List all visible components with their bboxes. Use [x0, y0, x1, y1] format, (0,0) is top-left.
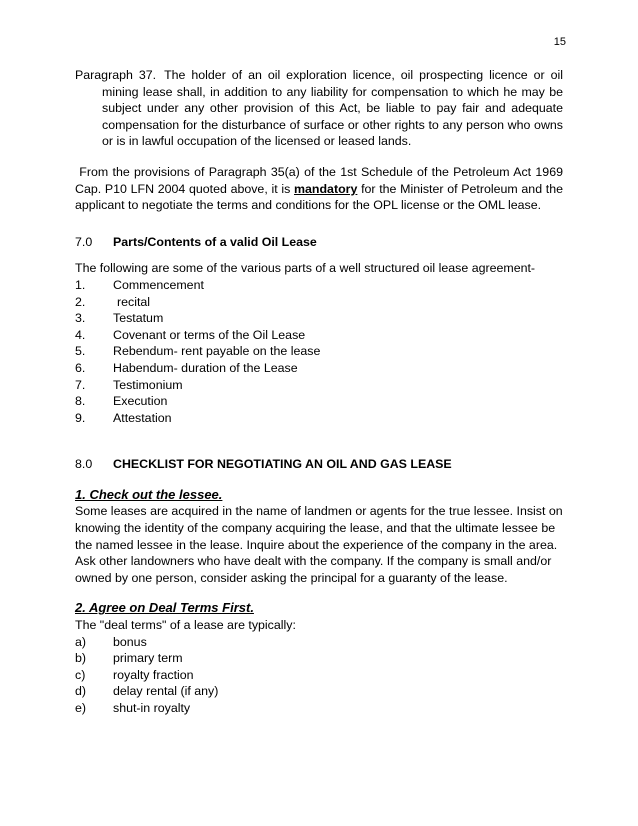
list-item	[75, 667, 563, 684]
section-7-heading	[75, 234, 563, 251]
list-item	[75, 700, 563, 717]
lease-parts-list	[75, 277, 563, 426]
provisions-text-after: for the Minister of Petroleum and the applicant to negotiate the terms and conditions for the OPL license or the OML lease.	[75, 181, 564, 213]
section-7-intro: The following are some of the various parts of a well structured oil lease agreement-	[75, 261, 536, 276]
list-item	[75, 650, 563, 667]
provisions-paragraph	[75, 164, 563, 214]
list-item-letter: b)	[75, 651, 87, 666]
section-7-number: 7.0	[75, 234, 93, 249]
list-item	[75, 410, 563, 427]
list-item-text: royalty fraction	[113, 667, 194, 682]
list-item-number: 2.	[75, 294, 86, 309]
list-item-text: recital	[117, 294, 151, 309]
list-item	[75, 683, 563, 700]
list-item-number: 7.	[75, 377, 86, 392]
list-item-text: Covenant or terms of the Oil Lease	[113, 327, 306, 342]
page-number: 15	[553, 36, 566, 48]
subheading-deal-terms: 2. Agree on Deal Terms First.	[75, 600, 254, 616]
list-item	[75, 377, 563, 394]
list-item	[75, 393, 563, 410]
list-item-text: Commencement	[113, 277, 204, 292]
list-item	[75, 327, 563, 344]
list-item-number: 5.	[75, 344, 86, 359]
list-item-letter: d)	[75, 684, 87, 699]
section-8-number: 8.0	[75, 457, 93, 472]
list-item-letter: e)	[75, 701, 87, 715]
section-8-title: CHECKLIST FOR NEGOTIATING AN OIL AND GAS LEASE	[113, 457, 452, 472]
check-lessee-text: Some leases are acquired in the name of landmen or agents for the true lessee. Insist on knowing the identity of the company acquiring the lease, and that the ultimate lessee be the named lessee in the lease. Inquire about the experience of the company in the area. Ask other landowners who have dealt with the company. If the company is small and/or owned by one person, consider asking the principal for a guaranty of the lease.	[75, 504, 563, 585]
mandatory-emphasis: mandatory	[294, 181, 358, 196]
list-item-number: 1.	[75, 277, 86, 292]
list-item-text: Attestation	[113, 410, 172, 425]
list-item-number: 4.	[75, 327, 86, 342]
list-item-text: primary term	[113, 651, 183, 666]
list-item	[75, 343, 563, 360]
paragraph-37	[75, 67, 563, 150]
list-item-text: Rebendum- rent payable on the lease	[113, 344, 321, 359]
list-item	[75, 277, 563, 294]
page-content	[75, 67, 563, 717]
section-7-title: Parts/Contents of a valid Oil Lease	[113, 234, 317, 249]
deal-terms-list	[75, 634, 563, 717]
list-item-number: 3.	[75, 311, 86, 326]
list-item	[75, 294, 563, 311]
deal-terms-intro: The "deal terms" of a lease are typically:	[75, 618, 296, 633]
list-item	[75, 360, 563, 377]
paragraph-37-label: Paragraph 37.	[75, 68, 157, 82]
list-item-text: Testimonium	[113, 377, 183, 392]
list-item-letter: c)	[75, 667, 86, 682]
list-item-text: Execution	[113, 394, 168, 409]
list-item-number: 6.	[75, 360, 86, 375]
paragraph-37-text: The holder of an oil exploration licence, oil prospecting licence or oil mining lease shall, in addition to any liability for compensation to which he may be subject under any other provision of this Act, be liable to pay fair and adequate compensation for the disturbance of surface or other rights to any person who owns or is in lawful occupation of the licensed or leased lands.	[102, 68, 564, 149]
list-item-text: delay rental (if any)	[113, 684, 219, 699]
list-item-letter: a)	[75, 634, 87, 649]
provisions-text-before: From the provisions of Paragraph 35(a) of the 1st Schedule of the Petroleum Act 1969 Cap. P10 LFN 2004 quoted above, it is	[75, 164, 563, 196]
list-item-number: 9.	[75, 410, 86, 425]
list-item-text: Habendum- duration of the Lease	[113, 360, 298, 375]
list-item	[75, 634, 563, 651]
list-item	[75, 310, 563, 327]
section-8-heading	[75, 456, 563, 473]
subheading-check-lessee: 1. Check out the lessee.	[75, 486, 223, 502]
list-item-text: bonus	[113, 634, 147, 649]
list-item-text: shut-in royalty	[113, 701, 191, 715]
list-item-text: Testatum	[113, 311, 164, 326]
list-item-number: 8.	[75, 394, 86, 409]
